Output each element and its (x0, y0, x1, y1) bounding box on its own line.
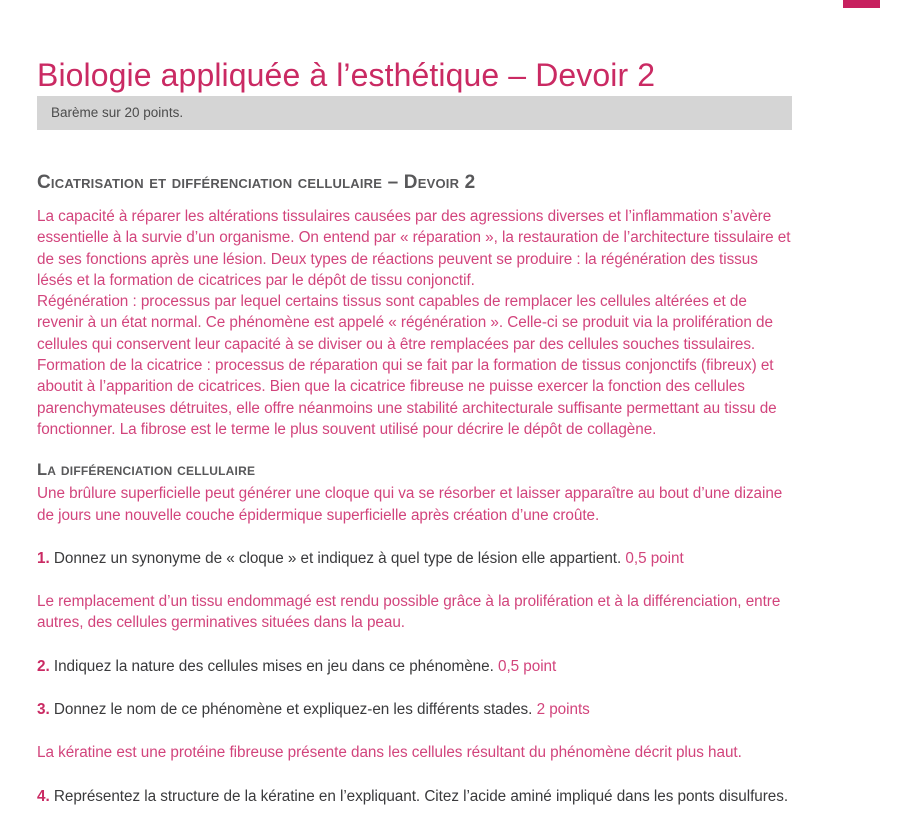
question-3-number: 3. (37, 701, 50, 719)
spacer (37, 720, 794, 742)
paragraph-after-question-1: Le remplacement d’un tissu endommagé est rendu possible grâce à la prolifération et à la différenciation, entre autres, des cellules germinatives situées dans la peau. (37, 593, 781, 632)
question-1 (37, 548, 794, 569)
bareme-banner (37, 96, 792, 130)
question-4-text: Représentez la structure de la kératine en l’expliquant. Citez l’acide aminé impliqué dans les ponts disulfures. (53, 787, 789, 805)
question-2 (37, 656, 794, 677)
spacer (37, 569, 794, 591)
spacer (37, 677, 794, 699)
spacer (37, 526, 794, 548)
paragraph-after-question-3: La kératine est une protéine fibreuse présente dans les cellules résultant du phénomène décrit plus haut. (37, 744, 742, 762)
question-2-text: Indiquez la nature des cellules mises en jeu dans ce phénomène. (53, 657, 494, 675)
question-3-text: Donnez le nom de ce phénomène et expliquez-en les différents stades. (53, 701, 533, 719)
page-title: Biologie appliquée à l’esthétique – Devoir 2 (37, 57, 656, 94)
question-1-number: 1. (37, 549, 50, 567)
intro-paragraph-3: Formation de la cicatrice : processus de réparation qui se fait par la formation de tissus conjonctifs (fibreux) et aboutit à l’apparition de cicatrices. Bien que la cicatrice fibreuse ne puisse exercer la fonction des cellules parenchymateuses détruites, elle offre néanmoins une stabilité architecturale suffisante permettant au tissu de fonctionner. La fibrose est le terme le plus souvent utilisé pour décrire le dépôt de collagène. (37, 357, 777, 438)
question-1-text: Donnez un synonyme de « cloque » et indiquez à quel type de lésion elle appartient. (53, 549, 622, 567)
top-right-pink-marker (843, 0, 880, 8)
section-heading: Cicatrisation et différenciation cellulaire – Devoir 2 (37, 172, 476, 193)
spacer (37, 764, 794, 786)
spacer (37, 634, 794, 656)
bareme-text: Barème sur 20 points. (51, 105, 184, 120)
intro-paragraph-2: Régénération : processus par lequel certains tissus sont capables de remplacer les cellules altérées et de revenir à un état normal. Ce phénomène est appelé « régénération ». Celle-ci se produit via la prolifération de cellules qui conservent leur capacité à se diviser ou à être remplacées par des cellules souches tissulaires. (37, 293, 773, 353)
question-2-points: 0,5 point (497, 657, 557, 675)
question-3 (37, 699, 794, 720)
intro-paragraph-1: La capacité à réparer les altérations tissulaires causées par des agressions diverses et l’inflammation s’avère essentielle à la survie d’un organisme. On entend par « réparation », la restauration de l’architecture tissulaire et de ses fonctions après une lésion. Deux types de réactions peuvent se produire : la régénération des tissus lésés et la formation de cicatrices par le dépôt de tissu conjonctif. (37, 208, 791, 289)
question-3-points: 2 points (536, 701, 590, 719)
question-4-number: 4. (37, 787, 50, 805)
question-1-points: 0,5 point (625, 549, 684, 567)
document-content (37, 172, 794, 807)
sub-heading-paragraph: Une brûlure superficielle peut générer une cloque qui va se résorber et laisser apparaître au bout d’une dizaine de jours une nouvelle couche épidermique superficielle après création d’une croûte. (37, 485, 783, 524)
question-4 (37, 786, 794, 807)
sub-heading-differenciation-cellulaire: La différenciation cellulaire (37, 461, 256, 480)
question-2-number: 2. (37, 657, 50, 675)
